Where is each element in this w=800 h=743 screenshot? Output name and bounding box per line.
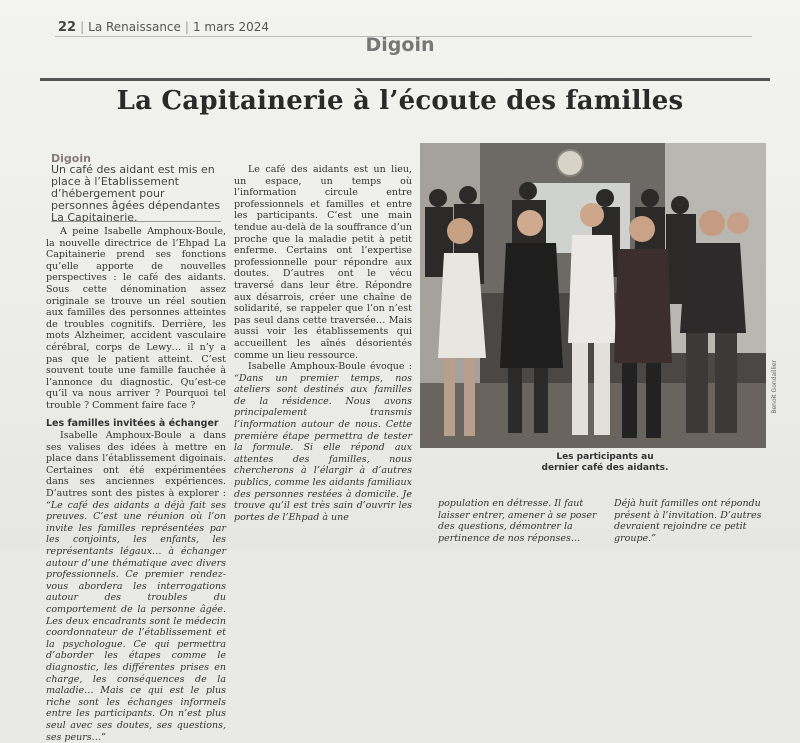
paragraph-intro: A peine Isabelle Amphoux-Boule, la nouvelle directrice de l’Ehpad La Capitainerie prend ses fonctions qu’elle apporte de nouvelles perspectives : le café des aidants. Sous cette dénomination assez originale se trouve un réel soutien aux familles des personnes atteintes de troubles cognitifs. Derrière, les mots Alzheimer, accident vasculaire cérébral, corps de Lewy… il n’y a pas que le patient atteint. C’est souvent toute une famille fauchée à l’annonce du diagnostic. Qu’est-ce qu’il va nous arriver ? Pourquoi tel trouble ? Comment faire face ? bbox=[46, 226, 226, 411]
paragraph-quote-2 bbox=[234, 361, 412, 523]
group-photo-image bbox=[420, 143, 766, 448]
group-photo bbox=[420, 143, 766, 448]
quote-1-text: “Le café des aidants a déjà fait ses preuves. C’est une réunion où l’on invite les familles représentées par les conjoints, les enfants, les représentants légaux… à échanger autour d’une thématique avec divers professionnels. Ce premier rendez-vous abordera les interrogations autour des troubles du comportement de la personne âgée. Les deux encadrants sont le médecin coordonnateur de l’établissement et la psychologue. Ce qui permettra d’aborder les étapes comme le diagnostic, les différentes prises en charge, les conséquences de la maladie… Mais ce qui est le plus riche sont les échanges informels entre les participants. On n’est plus seul avec ses doutes, ses questions, ses peurs…” bbox=[46, 499, 226, 743]
running-header: 22 | La Renaissance | 1 mars 2024 bbox=[58, 20, 269, 35]
article-standfirst: Un café des aidant est mis en place à l’Etablissement d’hébergement pour personnes âgées dépendantes La Capitainerie. bbox=[51, 163, 221, 224]
section-title: Digoin bbox=[365, 34, 435, 56]
article-headline: La Capitainerie à l’écoute des familles bbox=[116, 86, 684, 116]
quote-1-lead: Isabelle Amphoux-Boule a dans ses valises des idées à mettre en place dans l’établissement digoinais. Certaines ont été expérimentées dans ses anciennes expériences. D’autres sont des pistes à explorer : bbox=[46, 430, 226, 500]
paragraph-description: Le café des aidants est un lieu, un espace, un temps où l’information circule entre professionnels et familles et entre les participants. C’est une main tendue au-delà de la souffrance d’un proche que la maladie petit à petit enferme. Certains ont l’expertise professionnelle pour répondre aux doutes. D’autres ont le vécu traversé dans leur être. Répondre aux désarrois, créer une chaîne de solidarité, se rappeler que l’on n’est pas seul dans cette traversée… Mais aussi voir les établissements qui accueillent les aînés désorientés comme un lieu ressource. bbox=[234, 164, 412, 361]
photo-caption: Les participants au dernier café des aidants. bbox=[541, 452, 669, 473]
standfirst-rule bbox=[51, 221, 221, 222]
publication-name: La Renaissance bbox=[88, 20, 181, 34]
page-number: 22 bbox=[58, 20, 77, 35]
article-column-1 bbox=[46, 226, 226, 743]
article-column-3: population en détresse. Il faut laisser entrer, amener à se poser des questions, démontrer la pertinence de nos réponses… bbox=[438, 498, 597, 544]
chapo-city: Digoin bbox=[51, 152, 91, 165]
issue-date: 1 mars 2024 bbox=[192, 20, 269, 34]
article-column-4: Déjà huit familles ont répondu présent à l’invitation. D’autres devraient rejoindre ce petit groupe.” bbox=[614, 498, 762, 544]
paragraph-quote-1 bbox=[46, 430, 226, 743]
article-column-2 bbox=[234, 152, 412, 523]
subheading: Les familles invitées à échanger bbox=[46, 417, 219, 429]
photo-credit: Benoît Gondaillier bbox=[771, 360, 778, 414]
section-rule bbox=[40, 78, 770, 81]
quote-2-text: “Dans un premier temps, nos ateliers sont destinés aux familles de la résidence. Nous avons principalement transmis l’information autour de nous. Cette première étape permettra de tester la formule. Si elle répond aux attentes des familles, nous chercherons à l’élargir à d’autres publics, comme les aidants familiaux des personnes restées à domicile. Je trouve qu’il est très sain d’ouvrir les portes de l’Ehpad à une bbox=[234, 372, 412, 523]
quote-2-lead: Isabelle Amphoux-Boule évoque : bbox=[248, 361, 412, 373]
